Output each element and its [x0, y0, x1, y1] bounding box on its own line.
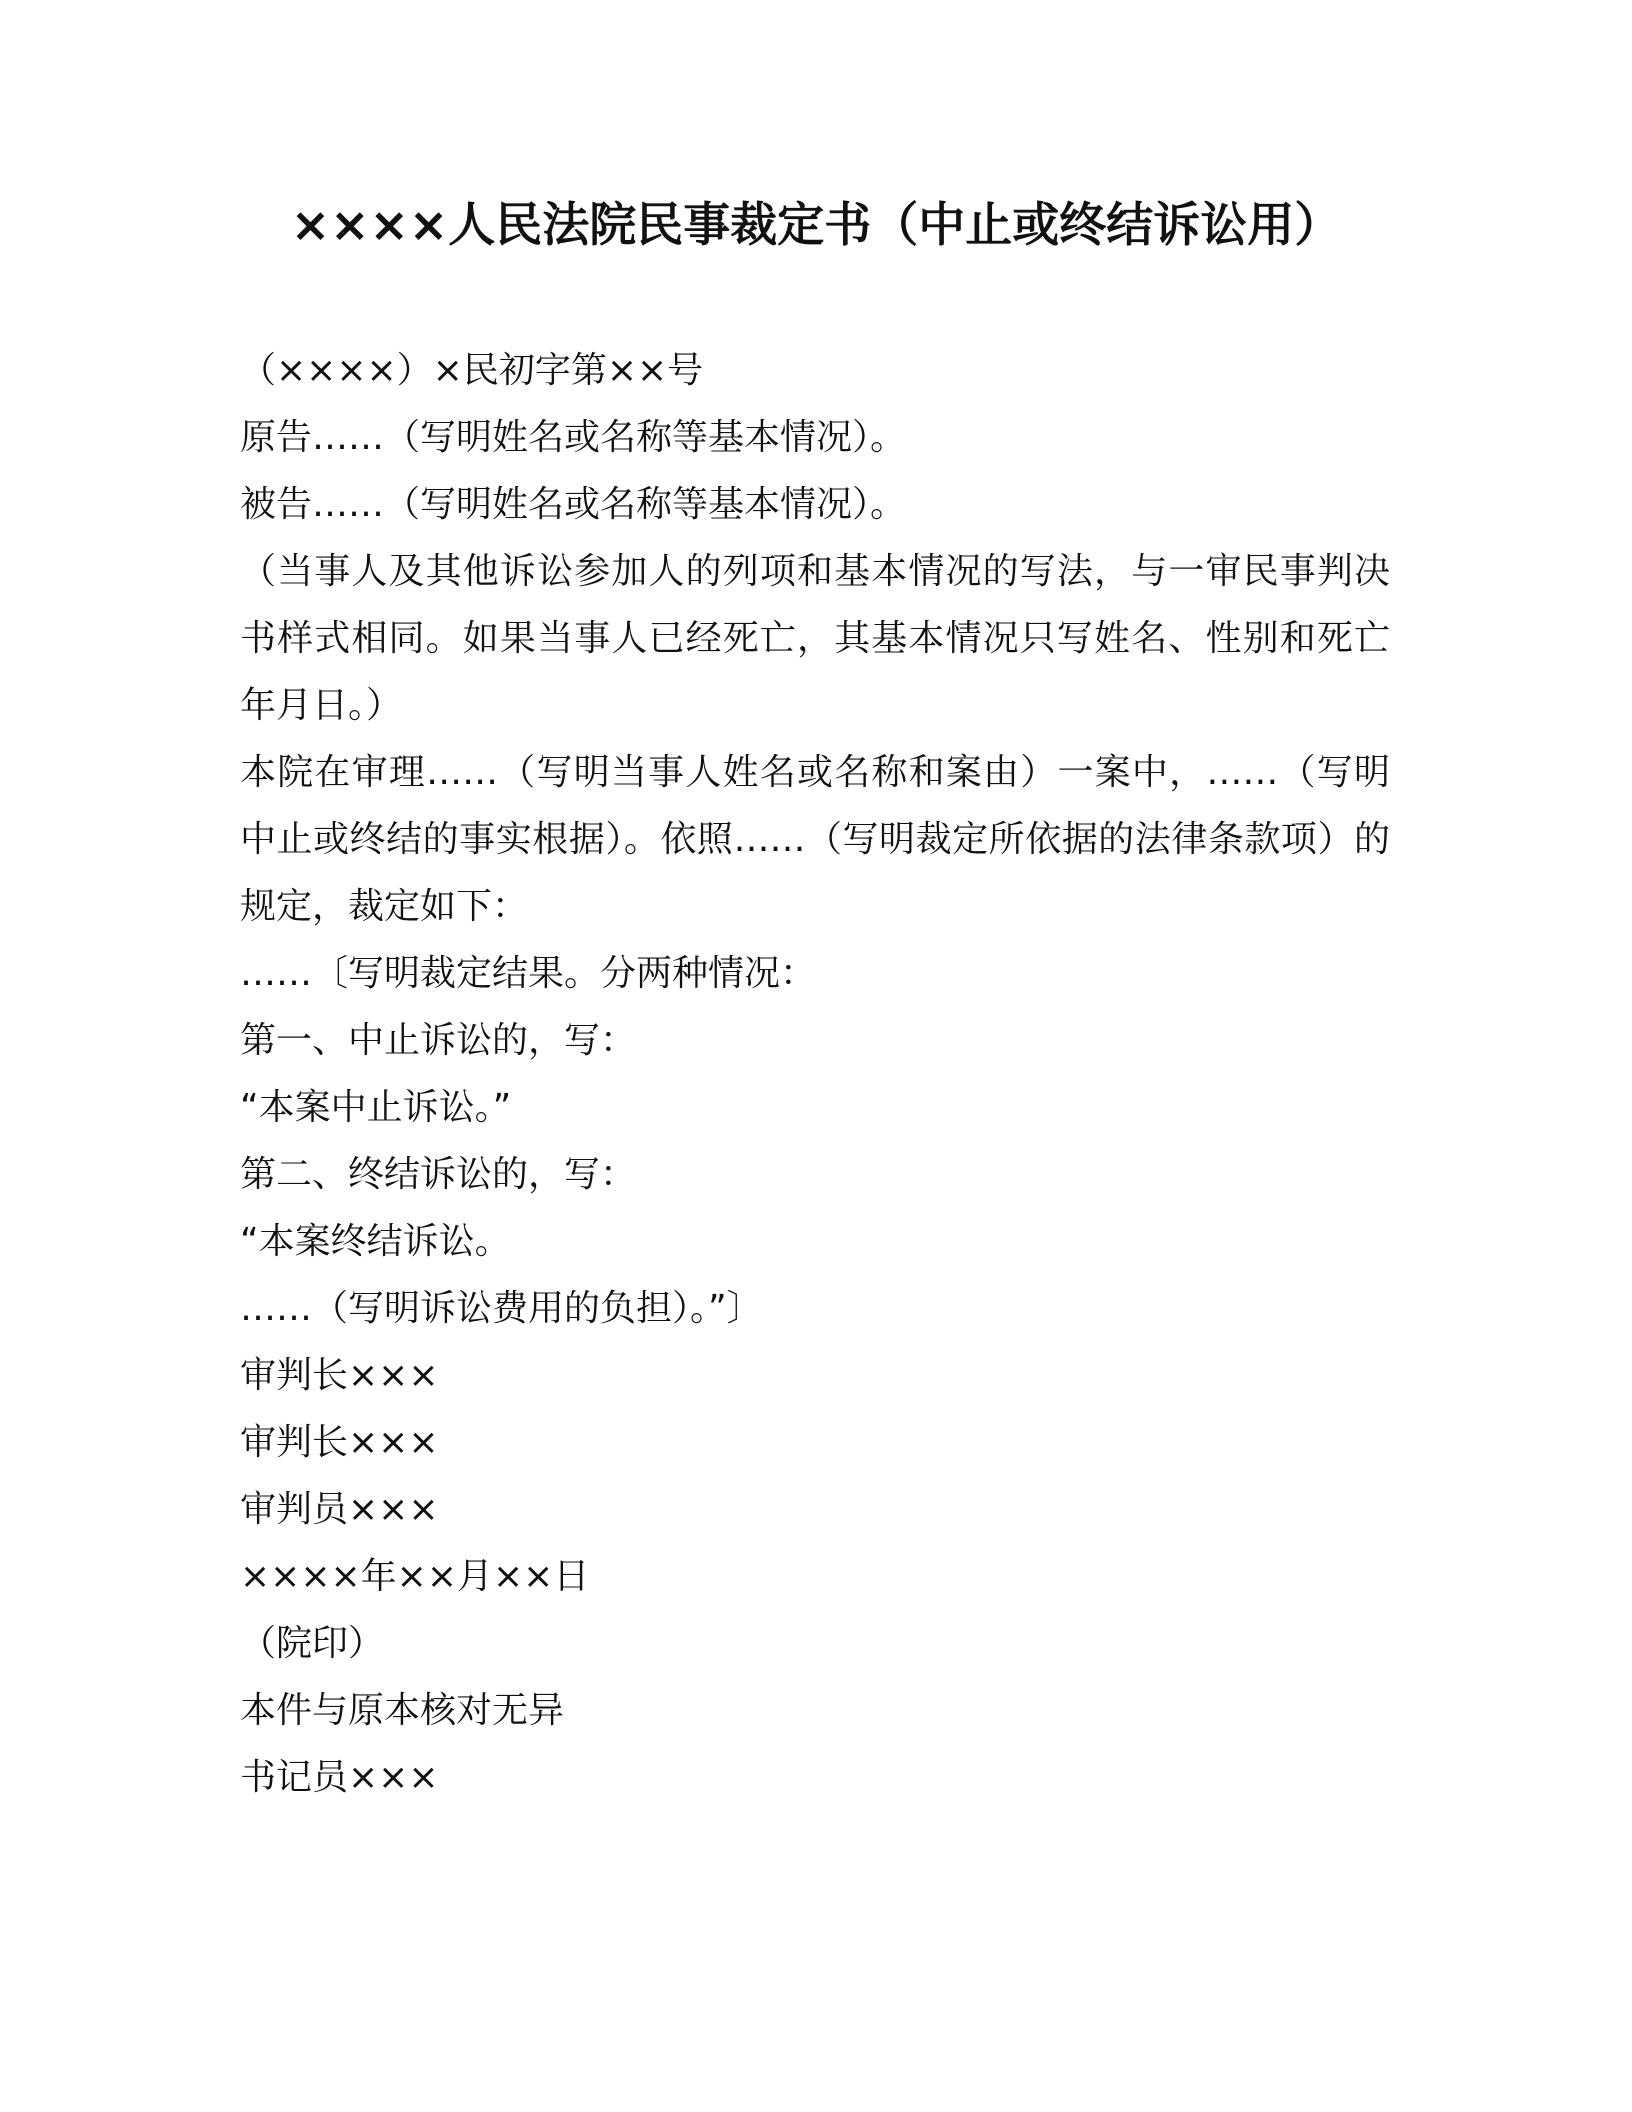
facts-paragraph: 本院在审理……（写明当事人姓名或名称和案由）一案中，……（写明中止或终结的事实根据）。依照……（写明裁定所依据的法律条款项）的规定，裁定如下： — [240, 752, 1390, 927]
parties-note: （当事人及其他诉讼参加人的列项和基本情况的写法，与一审民事判决书样式相同。如果当事人已经死亡，其基本情况只写姓名、性别和死亡年月日。） — [240, 551, 1390, 726]
plaintiff-line: 原告……（写明姓名或名称等基本情况）。 — [240, 417, 907, 458]
document-body — [240, 337, 1390, 1811]
court-seal: （院印） — [240, 1623, 385, 1664]
verification-note: 本件与原本核对无异 — [240, 1690, 565, 1731]
document-title: ××××人民法院民事裁定书（中止或终结诉讼用） — [290, 198, 1342, 253]
signature-judge: 审判员××× — [240, 1489, 439, 1530]
defendant-line: 被告……（写明姓名或名称等基本情况）。 — [240, 484, 907, 525]
case-number: （××××）×民初字第××号 — [240, 350, 704, 391]
document-date: ××××年××月××日 — [240, 1556, 590, 1597]
signature-presiding-judge: 审判长××× — [240, 1355, 439, 1396]
clerk-signature: 书记员××× — [240, 1757, 439, 1798]
case1-heading: 第一、中止诉讼的，写： — [240, 1020, 637, 1061]
result-intro: ……〔写明裁定结果。分两种情况： — [240, 953, 817, 994]
case2-costs: ……（写明诉讼费用的负担）。”〕 — [240, 1288, 763, 1329]
case1-text: “本案中止诉讼。” — [240, 1087, 512, 1128]
signature-presiding-judge-2: 审判长××× — [240, 1422, 439, 1463]
case2-text: “本案终结诉讼。 — [240, 1221, 511, 1262]
case2-heading: 第二、终结诉讼的，写： — [240, 1154, 637, 1195]
